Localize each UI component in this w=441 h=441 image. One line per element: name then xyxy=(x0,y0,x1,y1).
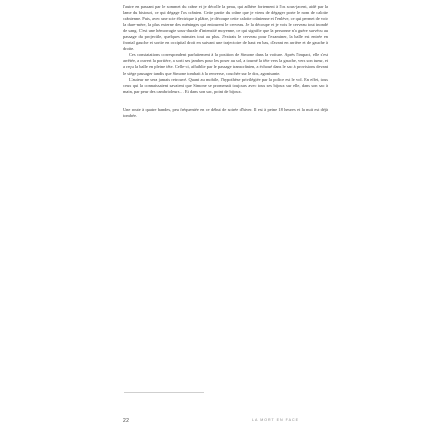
body-text xyxy=(123,4,328,119)
page-number: 22 xyxy=(123,418,130,424)
paragraph-scene: Une route à quatre bandes, peu fréquentée en ce début de soirée d'hiver. Il est à peine 18 heures et la nuit est déjà tombée. xyxy=(123,106,328,118)
section-rule xyxy=(124,392,204,393)
section-gap xyxy=(123,95,328,107)
paragraph-motive: L'auteur ne sera jamais retrouvé. Quant au mobile, l'hypothèse privilégiée par la police est le vol. En effet, tous ceux qui la connaissaient savaient que Simone se promenait toujours avec tous ses bijoux sur elle, dans son sac à main, par peur des cambrioleurs… Et dans son sac, point de bijoux. xyxy=(123,76,328,94)
paragraph-autopsy: l'autre en passant par le sommet du crâne et je décolle la peau, qui adhère fortement à l'os sous-jacent, aidé par la lame du bistouri, ce qui dégage l'os crânien. Cette partie du crâne que je viens de dégager porte le nom de calotte crânienne. Puis, avec une scie électrique à plâtre, je découpe cette calotte crânienne et l'enlève, ce qui permet de voir la dure-mère, la plus externe des méninges qui entourent le cerveau. Je la découpe et je vois le cerveau tout inondé de sang. C'est une hémorragie sous-durale d'intensité moyenne, ce qui signifie que la personne n'a guère survécu au passage du projectile, quelques minutes tout au plus. J'extrais le cerveau pour l'examiner, la balle est entrée en frontal gauche et sortie en occipital droit en suivant une trajectoire de haut en bas, d'avant en arrière et de gauche à droite. xyxy=(123,4,328,52)
running-head: LA MORT EN FACE xyxy=(252,418,300,422)
paragraph-findings: Ces constatations correspondent parfaitement à la position de Simone dans la voiture. Après l'impact, elle s'est arrêtée, a ouvert la portière, a sorti ses jambes pour les poser au sol, a tourné la tête vers la gauche, vers son tueur, et a reçu la balle en pleine tête. Celle-ci, affaiblie par le passage transcrânien, a échoué dans le sac à provisions devant le siège passager tandis que Simone tombait à la renverse, couchée sur le dos, agonisante. xyxy=(123,52,328,76)
